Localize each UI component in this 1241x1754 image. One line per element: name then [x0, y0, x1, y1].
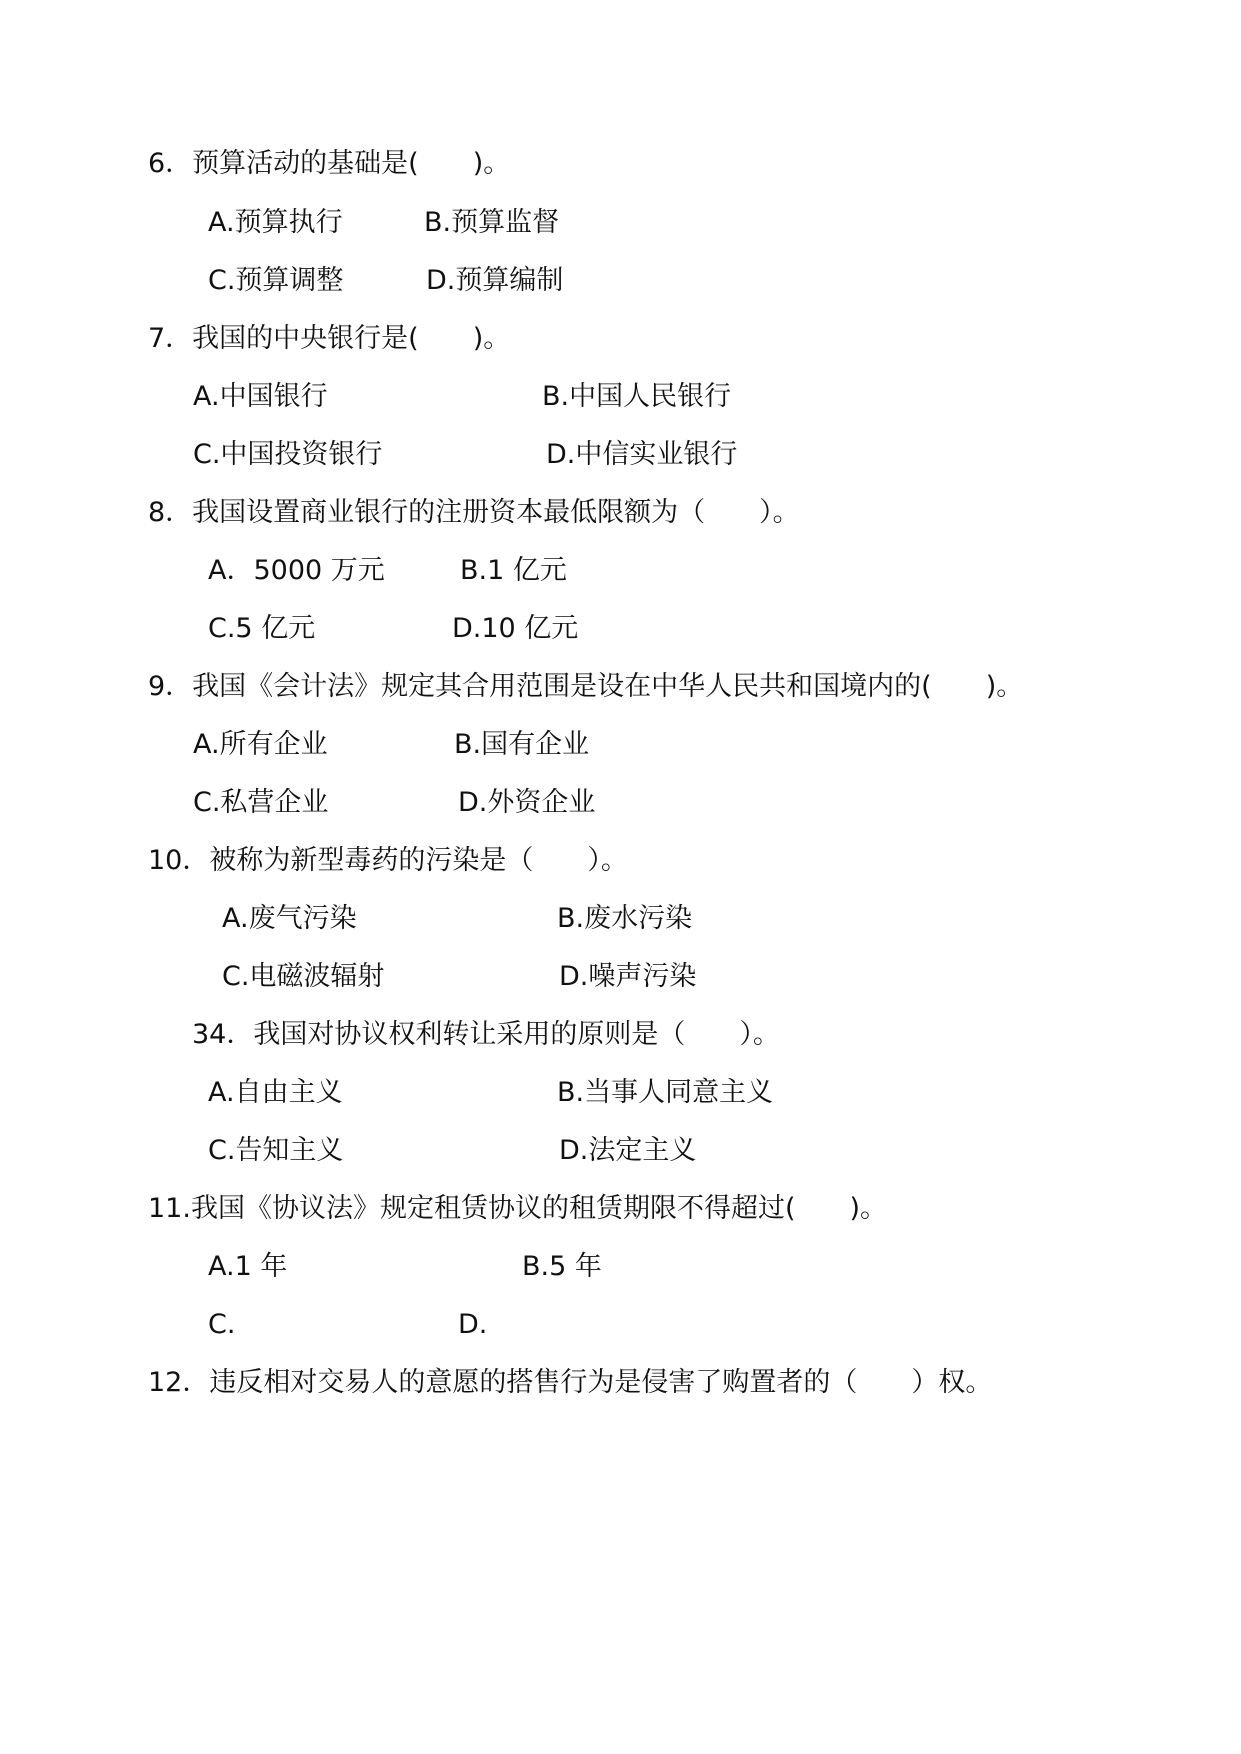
option-c: C.中国投资银行: [193, 439, 383, 470]
option-b: B.国有企业: [454, 729, 590, 760]
question-stem: 8．我国设置商业银行的注册资本最低限额为（ ）。: [148, 497, 800, 528]
question-stem: 9．我国《会计法》规定其合用范围是设在中华人民共和国境内的( )。: [148, 671, 1024, 702]
option-a: A.所有企业: [193, 729, 328, 760]
option-c: C.电磁波辐射: [222, 961, 385, 992]
option-b: B.预算监督: [424, 207, 560, 238]
option-a: A.废气污染: [222, 903, 357, 934]
option-a: A.1 年: [208, 1251, 288, 1282]
option-a: A．5000 万元: [208, 555, 385, 586]
option-b: B.废水污染: [557, 903, 693, 934]
question-stem: 7．我国的中央银行是( )。: [148, 323, 511, 354]
option-d: D.预算编制: [426, 265, 564, 296]
option-b: B.中国人民银行: [542, 381, 732, 412]
option-d: D.10 亿元: [452, 613, 579, 644]
option-c: C.: [208, 1309, 236, 1340]
option-b: B.5 年: [522, 1251, 602, 1282]
option-d: D.外资企业: [458, 787, 596, 818]
option-a: A.自由主义: [208, 1077, 343, 1108]
question-stem: 11.我国《协议法》规定租赁协议的租赁期限不得超过( )。: [148, 1193, 888, 1224]
question-stem: 12．违反相对交易人的意愿的搭售行为是侵害了购置者的（ ）权。: [148, 1367, 993, 1398]
option-c: C.5 亿元: [208, 613, 316, 644]
option-a: A.预算执行: [208, 207, 343, 238]
option-c: C.预算调整: [208, 265, 344, 296]
option-c: C.私营企业: [193, 787, 329, 818]
question-stem: 6．预算活动的基础是( )。: [148, 148, 511, 179]
option-d: D.中信实业银行: [546, 439, 738, 470]
question-stem: 10．被称为新型毒药的污染是（ ）。: [148, 845, 628, 876]
option-c: C.告知主义: [208, 1135, 344, 1166]
option-d: D.法定主义: [559, 1135, 697, 1166]
option-b: B.当事人同意主义: [557, 1077, 774, 1108]
option-a: A.中国银行: [193, 381, 328, 412]
option-b: B.1 亿元: [460, 555, 567, 586]
option-d: D.噪声污染: [559, 961, 697, 992]
option-d: D.: [458, 1309, 488, 1340]
question-stem: 34．我国对协议权利转让采用的原则是（ ）。: [192, 1019, 780, 1050]
